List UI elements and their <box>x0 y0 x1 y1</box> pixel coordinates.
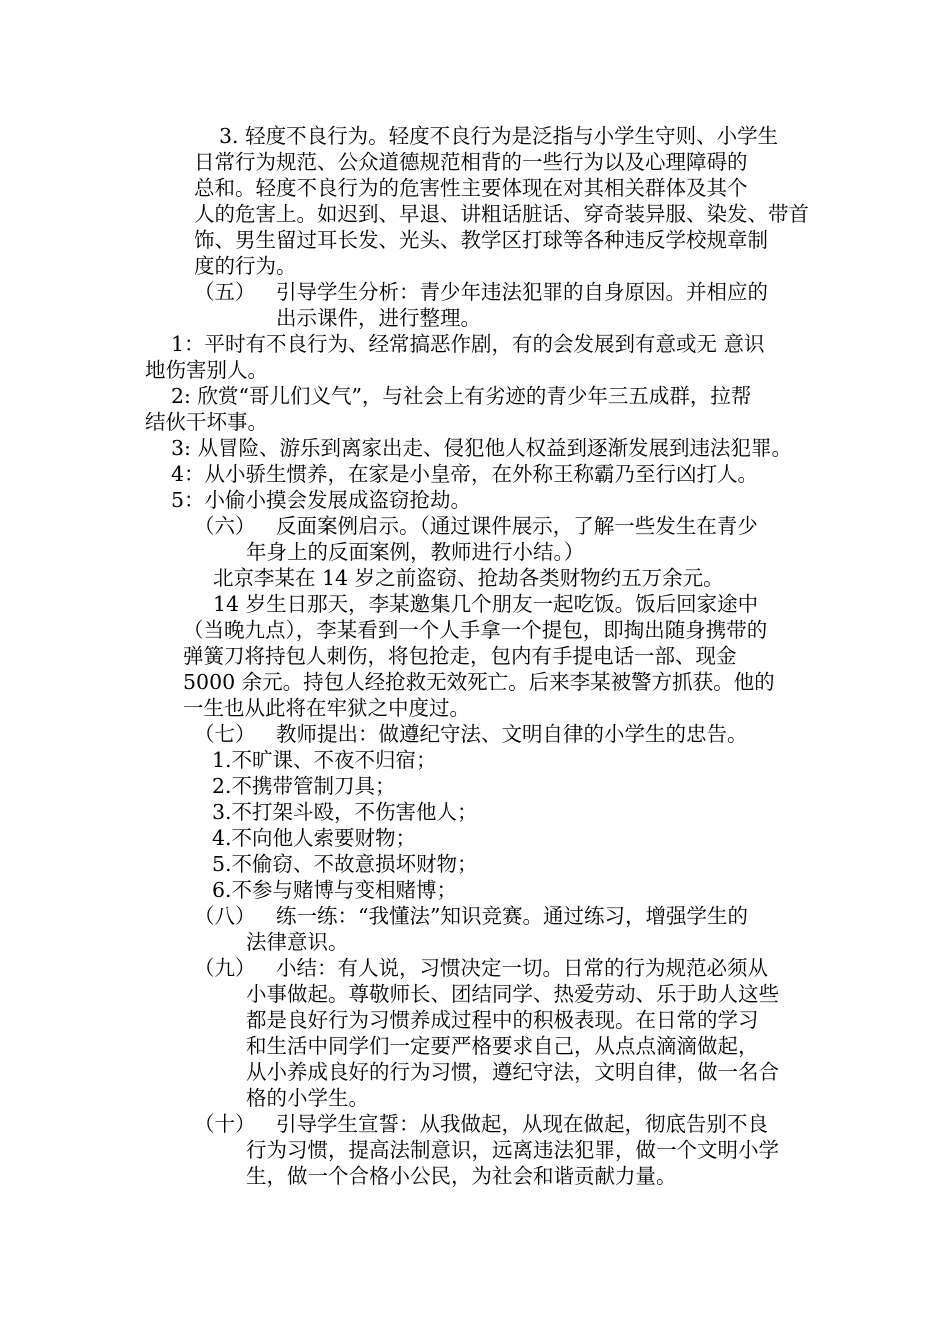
section-text: 教师提出：做遵纪守法、文明自律的小学生的忠告。 <box>276 722 748 746</box>
section-9-line: 小事做起。尊敬师长、团结同学、热爱劳动、乐于助人这些 <box>246 982 779 1006</box>
section-8-heading <box>194 903 748 929</box>
advice-item: 4.不向他人索要财物； <box>212 826 417 850</box>
cause-item: 3: 从冒险、游乐到离家出走、侵犯他人权益到逐渐发展到违法犯罪。 <box>171 436 792 460</box>
section-text: 引导学生宣誓：从我做起，从现在做起，彻底告别不良 <box>276 1112 768 1136</box>
cause-item-continuation: 地伤害别人。 <box>145 358 268 382</box>
paragraph-3-line: 人的危害上。如迟到、早退、讲粗话脏话、穿奇装异服、染发、带首 <box>194 202 809 226</box>
advice-item: 2.不携带管制刀具； <box>212 774 396 798</box>
paragraph-3-line: 饰、男生留过耳长发、光头、教学区打球等各种违反学校规章制 <box>194 228 768 252</box>
paragraph-3-line: 总和。轻度不良行为的危害性主要体现在对其相关群体及其个 <box>194 176 748 200</box>
section-marker: （六） <box>194 514 256 538</box>
section-10-line: 行为习惯，提高法制意识，远离违法犯罪，做一个文明小学 <box>246 1138 779 1162</box>
case-line: 北京李某在 14 岁之前盗窃、抢劫各类财物约五万余元。 <box>213 566 724 590</box>
cause-item-continuation: 结伙干坏事。 <box>145 410 268 434</box>
section-marker: （九） <box>194 956 256 980</box>
case-line: 5000 余元。持包人经抢救无效死亡。后来李某被警方抓获。他的 <box>183 670 775 694</box>
section-text: 引导学生分析：青少年违法犯罪的自身原因。并相应的 <box>276 280 768 304</box>
section-text: 练一练：“我懂法”知识竞赛。通过练习，增强学生的 <box>276 904 748 928</box>
section-text: 反面案例启示。（通过课件展示，了解一些发生在青少 <box>276 514 758 538</box>
section-10-heading <box>194 1111 768 1137</box>
advice-item: 5.不偷窃、不故意损坏财物； <box>212 852 478 876</box>
section-6-line: 年身上的反面案例，教师进行小结。） <box>246 540 585 564</box>
case-line: 弹簧刀将持包人刺伤，将包抢走，包内有手提电话一部、现金 <box>183 644 737 668</box>
cause-item: 2: 欣赏“哥儿们义气”，与社会上有劣迹的青少年三五成群，拉帮 <box>171 384 752 408</box>
paragraph-3-line: 度的行为。 <box>194 254 297 278</box>
section-6-heading <box>194 513 758 539</box>
section-9-line: 和生活中同学们一定要严格要求自己，从点点滴滴做起， <box>246 1034 759 1058</box>
cause-item: 1：平时有不良行为、经常搞恶作剧，有的会发展到有意或无 意识 <box>171 332 765 356</box>
section-8-line: 法律意识。 <box>246 930 349 954</box>
advice-item: 6.不参与赌博与变相赌博； <box>212 878 458 902</box>
case-line: 14 岁生日那天，李某邀集几个朋友一起吃饭。饭后回家途中 <box>213 592 759 616</box>
section-marker: （五） <box>194 280 256 304</box>
section-9-heading <box>194 955 768 981</box>
section-5-line: 出示课件，进行整理。 <box>276 306 481 330</box>
section-10-line: 生，做一个合格小公民，为社会和谐贡献力量。 <box>246 1164 677 1188</box>
section-9-line: 都是良好行为习惯养成过程中的积极表现。在日常的学习 <box>246 1008 759 1032</box>
section-text: 小结：有人说，习惯决定一切。日常的行为规范必须从 <box>276 956 768 980</box>
case-line: （当晚九点），李某看到一个人手拿一个提包，即掏出随身携带的 <box>183 618 768 642</box>
section-marker: （七） <box>194 722 256 746</box>
section-5-heading <box>194 279 768 305</box>
advice-item: 3.不打架斗殴，不伤害他人； <box>212 800 478 824</box>
paragraph-3-line: 3. 轻度不良行为。轻度不良行为是泛指与小学生守则、小学生 <box>219 124 779 148</box>
case-line: 一生也从此将在牢狱之中度过。 <box>183 696 470 720</box>
paragraph-3-line: 日常行为规范、公众道德规范相背的一些行为以及心理障碍的 <box>194 150 748 174</box>
advice-item: 1.不旷课、不夜不归宿； <box>212 748 437 772</box>
cause-item: 5：小偷小摸会发展成盗窃抢劫。 <box>171 488 472 512</box>
section-marker: （八） <box>194 904 256 928</box>
section-9-line: 从小养成良好的行为习惯，遵纪守法，文明自律，做一名合 <box>246 1060 779 1084</box>
section-9-line: 格的小学生。 <box>246 1086 369 1110</box>
section-marker: （十） <box>194 1112 256 1136</box>
section-7-heading <box>194 721 748 747</box>
cause-item: 4：从小骄生惯养，在家是小皇帝，在外称王称霸乃至行凶打人。 <box>171 462 759 486</box>
